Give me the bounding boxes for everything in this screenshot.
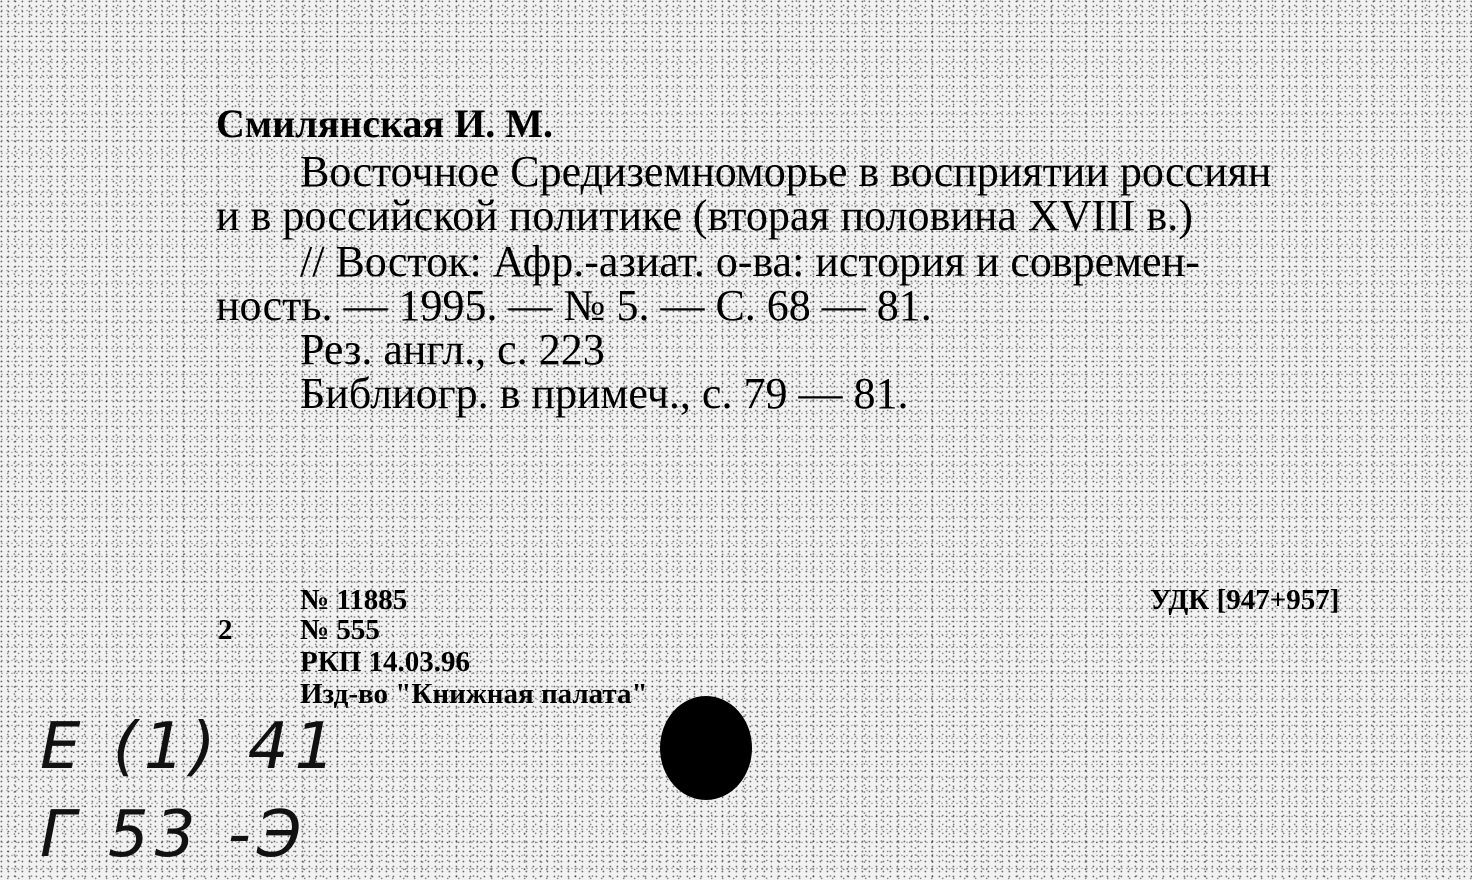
source-line-1: // Восток: Афр.-азиат. о-ва: история и современ- (300, 237, 1200, 286)
handwritten-shelfmark-2: Г 53 -Э (40, 798, 308, 872)
publisher: Изд-во "Книжная палата" (300, 678, 648, 710)
handwritten-shelfmark-1: Е (1) 41 (40, 710, 342, 784)
copies-count: 2 (218, 614, 233, 646)
title-line-2: и в российской политике (вторая половина XVIII в.) (216, 191, 1193, 240)
record-number-2: № 555 (300, 614, 380, 646)
punch-hole (660, 696, 752, 800)
rkp-date: РКП 14.03.96 (300, 646, 471, 678)
udc-code: УДК [947+957] (1150, 584, 1340, 616)
note-bibliography: Библиогр. в примеч., с. 79 — 81. (300, 369, 909, 418)
author: Смилянская И. М. (216, 101, 554, 146)
source-line-2: ность. — 1995. — № 5. — С. 68 — 81. (216, 281, 932, 330)
record-number-1: № 11885 (300, 584, 408, 616)
note-summary: Рез. англ., с. 223 (300, 325, 605, 374)
title-line-1: Восточное Средиземноморье в восприятии россиян (300, 147, 1272, 196)
